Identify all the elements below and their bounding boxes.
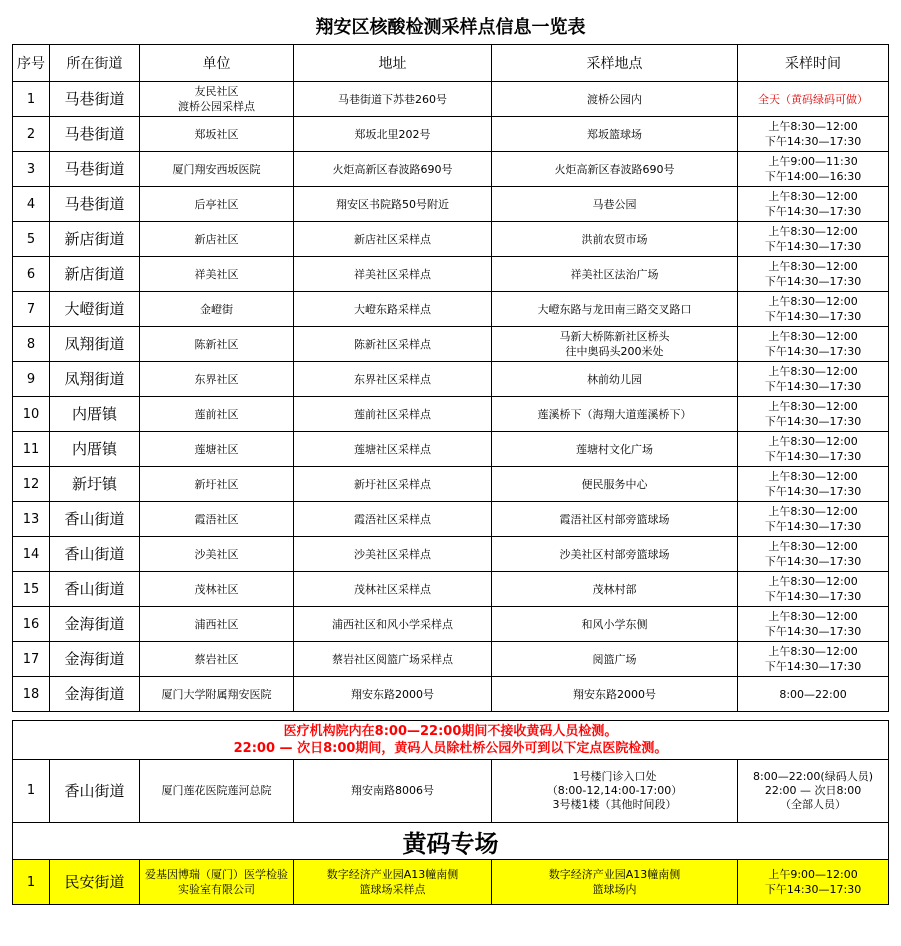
street-cell: 新圩镇 (50, 467, 140, 502)
unit-cell: 沙美社区 (140, 537, 294, 572)
table-row (13, 187, 889, 222)
site-cell: 马巷公园 (492, 187, 738, 222)
notice-line-1: 医疗机构院内在8:00—22:00期间不接收黄码人员检测。 (283, 724, 618, 739)
site-cell: 数字经济产业园A13幢南侧 篮球场内 (492, 860, 738, 905)
time-cell: 上午8:30—12:00 下午14:30—17:30 (738, 502, 889, 537)
header-row (13, 45, 889, 82)
street-cell: 凤翔街道 (50, 327, 140, 362)
street-cell: 金海街道 (50, 677, 140, 712)
street-cell: 马巷街道 (50, 82, 140, 117)
address-cell: 翔安东路2000号 (294, 677, 492, 712)
table-row (13, 397, 889, 432)
address-cell: 沙美社区采样点 (294, 537, 492, 572)
spreadsheet (12, 8, 888, 905)
street-cell: 香山街道 (50, 572, 140, 607)
street-cell: 新店街道 (50, 222, 140, 257)
table-title: 翔安区核酸检测采样点信息一览表 (13, 8, 889, 45)
address-cell: 新店社区采样点 (294, 222, 492, 257)
site-cell: 火炬高新区春波路690号 (492, 152, 738, 187)
notice-text (13, 721, 889, 760)
row-number: 18 (13, 677, 50, 712)
time-cell: 上午8:30—12:00 下午14:30—17:30 (738, 537, 889, 572)
unit-cell: 蔡岩社区 (140, 642, 294, 677)
row-number: 3 (13, 152, 50, 187)
site-cell: 祥美社区法治广场 (492, 257, 738, 292)
row-number: 9 (13, 362, 50, 397)
address-cell: 莲前社区采样点 (294, 397, 492, 432)
table-row (13, 292, 889, 327)
table-row (13, 117, 889, 152)
site-cell: 渡桥公园内 (492, 82, 738, 117)
time-cell: 8:00—22:00(绿码人员) 22:00 — 次日8:00 （全部人员） (738, 760, 889, 823)
site-cell: 马新大桥陈新社区桥头 往中奥码头200米处 (492, 327, 738, 362)
address-cell: 茂林社区采样点 (294, 572, 492, 607)
table-row (13, 327, 889, 362)
site-cell: 便民服务中心 (492, 467, 738, 502)
table-row (13, 467, 889, 502)
time-cell: 上午8:30—12:00 下午14:30—17:30 (738, 607, 889, 642)
row-number: 1 (13, 82, 50, 117)
address-cell: 新圩社区采样点 (294, 467, 492, 502)
site-cell: 洪前农贸市场 (492, 222, 738, 257)
street-cell: 民安街道 (50, 860, 140, 905)
row-number: 2 (13, 117, 50, 152)
table-row (13, 257, 889, 292)
time-cell: 全天（黄码绿码可做） (738, 82, 889, 117)
time-cell: 上午8:30—12:00 下午14:30—17:30 (738, 222, 889, 257)
address-cell: 东界社区采样点 (294, 362, 492, 397)
header-cell: 采样时间 (738, 45, 889, 82)
unit-cell: 厦门莲花医院莲河总院 (140, 760, 294, 823)
site-cell: 林前幼儿园 (492, 362, 738, 397)
header-cell: 序号 (13, 45, 50, 82)
table-row (13, 537, 889, 572)
address-cell: 郑坂北里202号 (294, 117, 492, 152)
time-cell: 上午8:30—12:00 下午14:30—17:30 (738, 572, 889, 607)
header-cell: 地址 (294, 45, 492, 82)
sampling-table (12, 8, 889, 905)
row-number: 1 (13, 760, 50, 823)
time-cell: 上午8:30—12:00 下午14:30—17:30 (738, 432, 889, 467)
table-row (13, 642, 889, 677)
row-number: 15 (13, 572, 50, 607)
site-cell: 沙美社区村部旁篮球场 (492, 537, 738, 572)
street-cell: 内厝镇 (50, 397, 140, 432)
table-row (13, 82, 889, 117)
time-cell: 上午8:30—12:00 下午14:30—17:30 (738, 292, 889, 327)
spacer (13, 712, 889, 721)
row-number: 10 (13, 397, 50, 432)
spacer-row (13, 712, 889, 721)
address-cell: 火炬高新区春波路690号 (294, 152, 492, 187)
row-number: 12 (13, 467, 50, 502)
table-row (13, 760, 889, 823)
street-cell: 马巷街道 (50, 152, 140, 187)
street-cell: 香山街道 (50, 760, 140, 823)
row-number: 11 (13, 432, 50, 467)
site-cell: 翔安东路2000号 (492, 677, 738, 712)
address-cell: 祥美社区采样点 (294, 257, 492, 292)
site-cell: 莲溪桥下（海翔大道莲溪桥下） (492, 397, 738, 432)
yellow-section-title: 黄码专场 (13, 823, 889, 860)
street-cell: 香山街道 (50, 537, 140, 572)
unit-cell: 陈新社区 (140, 327, 294, 362)
site-cell: 茂林村部 (492, 572, 738, 607)
row-number: 7 (13, 292, 50, 327)
table-row (13, 432, 889, 467)
street-cell: 马巷街道 (50, 187, 140, 222)
table-row (13, 607, 889, 642)
row-number: 8 (13, 327, 50, 362)
table-row (13, 222, 889, 257)
row-number: 6 (13, 257, 50, 292)
site-cell: 莲塘村文化广场 (492, 432, 738, 467)
time-cell: 上午8:30—12:00 下午14:30—17:30 (738, 327, 889, 362)
street-cell: 内厝镇 (50, 432, 140, 467)
unit-cell: 友民社区 渡桥公园采样点 (140, 82, 294, 117)
unit-cell: 郑坂社区 (140, 117, 294, 152)
unit-cell: 浦西社区 (140, 607, 294, 642)
table-row (13, 860, 889, 905)
header-cell: 单位 (140, 45, 294, 82)
site-cell: 郑坂篮球场 (492, 117, 738, 152)
time-cell: 上午8:30—12:00 下午14:30—17:30 (738, 187, 889, 222)
address-cell: 霞浯社区采样点 (294, 502, 492, 537)
time-cell: 上午8:30—12:00 下午14:30—17:30 (738, 467, 889, 502)
address-cell: 翔安区书院路50号附近 (294, 187, 492, 222)
unit-cell: 新店社区 (140, 222, 294, 257)
row-number: 16 (13, 607, 50, 642)
unit-cell: 金嶝街 (140, 292, 294, 327)
row-number: 17 (13, 642, 50, 677)
address-cell: 陈新社区采样点 (294, 327, 492, 362)
unit-cell: 东界社区 (140, 362, 294, 397)
time-cell: 上午8:30—12:00 下午14:30—17:30 (738, 397, 889, 432)
address-cell: 马巷街道下苏巷260号 (294, 82, 492, 117)
row-number: 13 (13, 502, 50, 537)
unit-cell: 莲塘社区 (140, 432, 294, 467)
site-cell: 霞浯社区村部旁篮球场 (492, 502, 738, 537)
header-cell: 采样地点 (492, 45, 738, 82)
street-cell: 大嶝街道 (50, 292, 140, 327)
table-row (13, 362, 889, 397)
site-cell: 1号楼门诊入口处 （8:00-12,14:00-17:00） 3号楼1楼（其他时间段） (492, 760, 738, 823)
address-cell: 翔安南路8006号 (294, 760, 492, 823)
notice-row (13, 721, 889, 760)
site-cell: 阅篮广场 (492, 642, 738, 677)
unit-cell: 厦门大学附属翔安医院 (140, 677, 294, 712)
unit-cell: 茂林社区 (140, 572, 294, 607)
site-cell: 和风小学东侧 (492, 607, 738, 642)
address-cell: 大嶝东路采样点 (294, 292, 492, 327)
unit-cell: 后亭社区 (140, 187, 294, 222)
row-number: 14 (13, 537, 50, 572)
table-row (13, 502, 889, 537)
street-cell: 马巷街道 (50, 117, 140, 152)
site-cell: 大嶝东路与龙田南三路交叉路口 (492, 292, 738, 327)
header-cell: 所在街道 (50, 45, 140, 82)
unit-cell: 祥美社区 (140, 257, 294, 292)
street-cell: 金海街道 (50, 642, 140, 677)
notice-line-2: 22:00 — 次日8:00期间，黄码人员除杜桥公园外可到以下定点医院检测。 (233, 741, 668, 756)
street-cell: 凤翔街道 (50, 362, 140, 397)
unit-cell: 霞浯社区 (140, 502, 294, 537)
unit-cell: 厦门翔安西坂医院 (140, 152, 294, 187)
unit-cell: 新圩社区 (140, 467, 294, 502)
row-number: 4 (13, 187, 50, 222)
street-cell: 新店街道 (50, 257, 140, 292)
street-cell: 金海街道 (50, 607, 140, 642)
unit-cell: 莲前社区 (140, 397, 294, 432)
table-row (13, 677, 889, 712)
time-cell: 上午9:00—11:30 下午14:00—16:30 (738, 152, 889, 187)
address-cell: 莲塘社区采样点 (294, 432, 492, 467)
street-cell: 香山街道 (50, 502, 140, 537)
time-cell: 上午8:30—12:00 下午14:30—17:30 (738, 257, 889, 292)
address-cell: 数字经济产业园A13幢南侧 篮球场采样点 (294, 860, 492, 905)
yellow-section-row (13, 823, 889, 860)
address-cell: 浦西社区和风小学采样点 (294, 607, 492, 642)
table-row (13, 572, 889, 607)
row-number: 5 (13, 222, 50, 257)
address-cell: 蔡岩社区阅篮广场采样点 (294, 642, 492, 677)
time-cell: 上午8:30—12:00 下午14:30—17:30 (738, 362, 889, 397)
table-row (13, 152, 889, 187)
time-cell: 上午8:30—12:00 下午14:30—17:30 (738, 642, 889, 677)
time-cell: 8:00—22:00 (738, 677, 889, 712)
time-cell: 上午8:30—12:00 下午14:30—17:30 (738, 117, 889, 152)
unit-cell: 爱基因博瑞（厦门）医学检验实验室有限公司 (140, 860, 294, 905)
row-number: 1 (13, 860, 50, 905)
time-cell: 上午9:00—12:00 下午14:30—17:30 (738, 860, 889, 905)
